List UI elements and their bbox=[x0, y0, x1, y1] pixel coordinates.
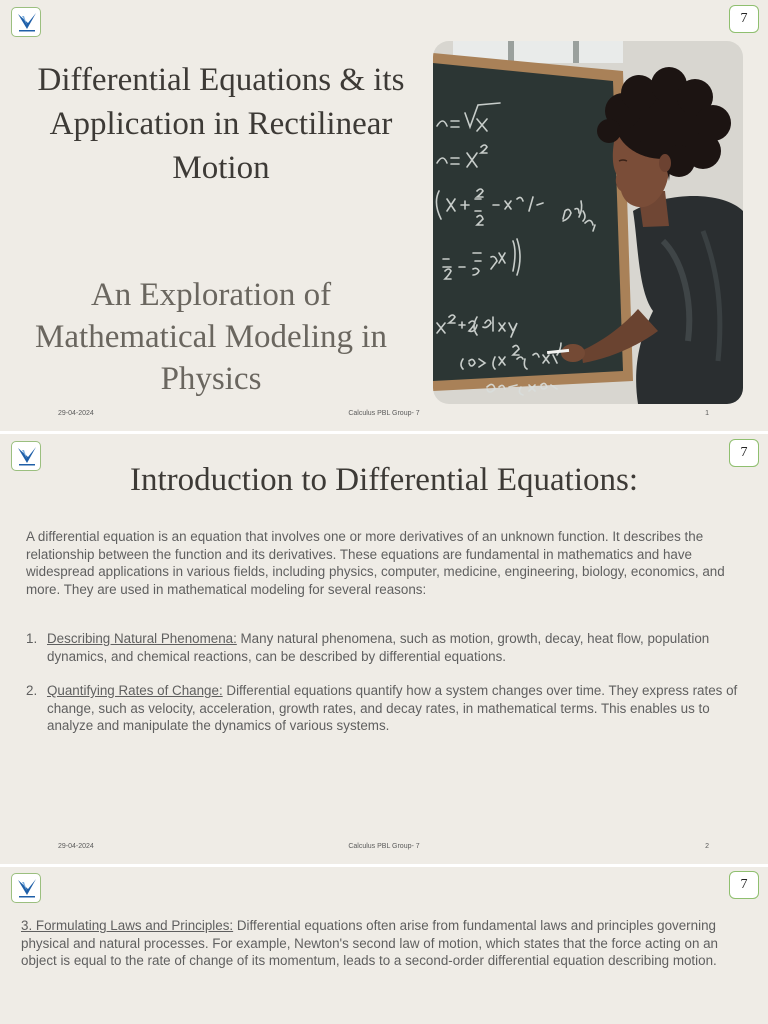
law-paragraph bbox=[21, 917, 741, 970]
group-number-badge: 7 bbox=[729, 5, 759, 33]
chalkboard-photo bbox=[433, 41, 743, 404]
list-item-text: Many natural phenomena, such as motion, growth, decay, heat flow, population dynamics, and chemical reactions, can be described by differential equations. bbox=[47, 631, 710, 664]
slide-footer-text: Calculus PBL Group- 7 bbox=[348, 843, 420, 850]
list-number: 2. bbox=[26, 683, 38, 698]
list-number: 1. bbox=[26, 631, 38, 646]
slide-1 bbox=[0, 0, 768, 431]
intro-paragraph: A differential equation is an equation that involves one or more derivatives of an unknown function. It describes the relationship between the function and its derivatives. These equations are fundamental in mathematics and have widespread applications in various fields, including physics, computer, medicine, engineering, biology, economics, and more. They are used in mathematical modeling for several reasons: bbox=[26, 529, 725, 597]
presentation-subtitle: An Exploration of Mathematical Modeling in Physics bbox=[35, 277, 387, 397]
list-item-heading: Describing Natural Phenomena: bbox=[47, 631, 237, 646]
paragraph-text: Differential equations often arise from fundamental laws and principles governing physical and natural processes. For example, Newton's second law of motion, which states that the force acting on an object is equal to the rate of change of its momentum, leads to a second-order differential equation describing motion. bbox=[21, 918, 719, 968]
group-number-badge: 7 bbox=[729, 871, 759, 899]
slide-title: Introduction to Differential Equations: bbox=[129, 462, 639, 498]
slide-2 bbox=[0, 434, 768, 864]
list-item bbox=[26, 630, 740, 665]
group-number-badge: 7 bbox=[729, 439, 759, 467]
presentation-title: Differential Equations & its Application in Rectilinear Motion bbox=[37, 62, 405, 186]
paragraph-heading: 3. Formulating Laws and Principles: bbox=[21, 918, 234, 933]
list-item-text: Differential equations quantify how a system changes over time. They express rates of change, such as velocity, acceleration, growth rates, and decay rates, in mathematical terms. This enables us to analyze and manipulate the dynamics of various systems. bbox=[47, 683, 738, 733]
institution-logo bbox=[11, 7, 41, 37]
slide-date: 29-04-2024 bbox=[58, 843, 94, 850]
list-item bbox=[26, 682, 740, 735]
slide-3 bbox=[0, 867, 768, 1024]
list-item-heading: Quantifying Rates of Change: bbox=[47, 683, 223, 698]
slide-number: 1 bbox=[705, 410, 709, 417]
slide-date: 29-04-2024 bbox=[58, 410, 94, 417]
reasons-list bbox=[26, 630, 740, 752]
slide-number: 2 bbox=[705, 843, 709, 850]
slide-footer-text: Calculus PBL Group- 7 bbox=[348, 410, 420, 417]
institution-logo bbox=[11, 873, 41, 903]
